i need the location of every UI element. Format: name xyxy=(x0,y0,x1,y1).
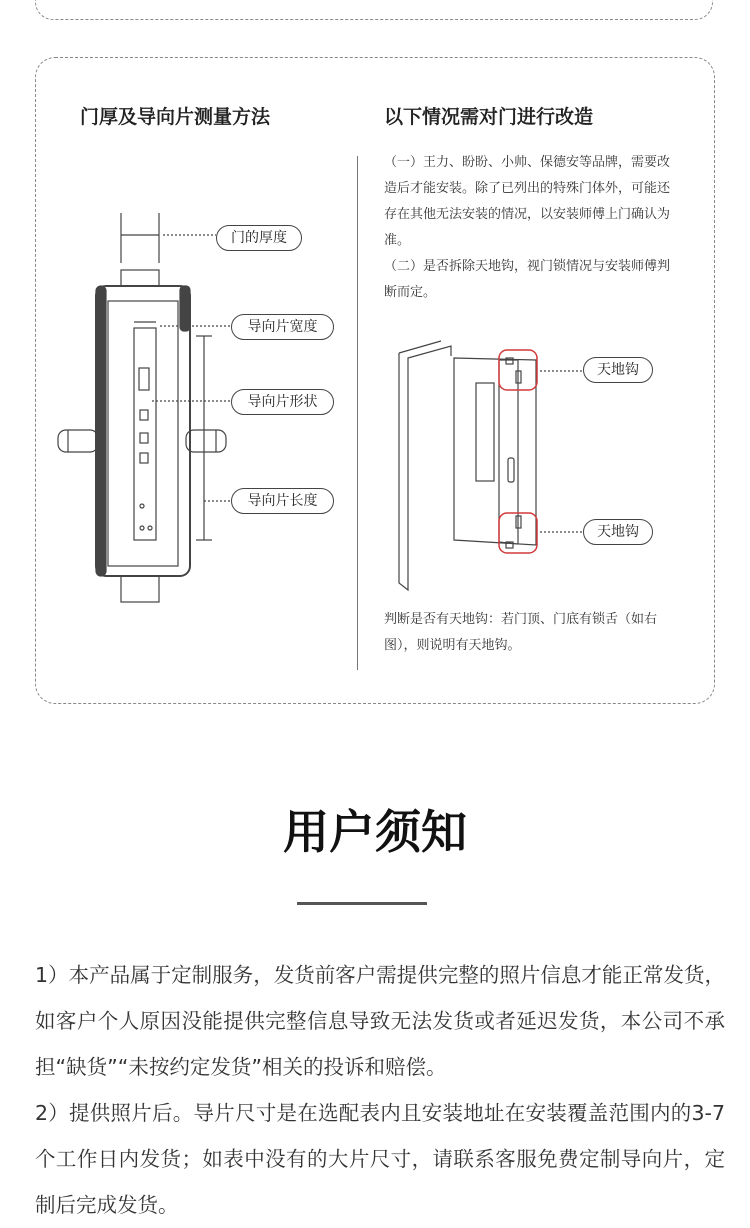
right-heading: 以下情况需对门进行改造 xyxy=(384,106,594,128)
guide-shape-label: 导向片形状 xyxy=(231,389,334,415)
previous-section-box xyxy=(35,0,713,20)
guide-length-label: 导向片长度 xyxy=(231,488,334,514)
top-bolt-label: 天地钩 xyxy=(583,357,653,383)
paragraph-one: （一）王力、盼盼、小帅、保德安等品牌，需要改造后才能安装。除了已列出的特殊门体外，可能还存在其他无法安装的情况，以安装师傅上门确认为准。 xyxy=(384,155,671,248)
bottom-bolt-label: 天地钩 xyxy=(583,519,653,545)
notice-title: 用户须知 xyxy=(283,805,467,859)
notice-list xyxy=(35,952,725,1228)
left-heading: 门厚及导向片测量方法 xyxy=(80,106,271,128)
title-underline xyxy=(297,902,427,905)
paragraph-two: （二）是否拆除天地钩，视门锁情况与安装师傅判断而定。 xyxy=(384,259,671,300)
guide-width-label: 导向片宽度 xyxy=(231,314,334,340)
notice-item-1: 1）本产品属于定制服务，发货前客户需提供完整的照片信息才能正常发货，如客户个人原因没能提供完整信息导致无法发货或者延迟发货，本公司不承担“缺货”“未按约定发货”相关的投诉和赔偿。 xyxy=(35,963,725,1079)
notice-item-2: 2）提供照片后。导片尺寸是在选配表内且安装地址在安装覆盖范围内的3-7个工作日内发货；如表中没有的大片尺寸，请联系客服免费定制导向片，定制后完成发货。 xyxy=(35,1101,725,1217)
judgement-text: 判断是否有天地钩：若门顶、门底有锁舌（如右图），则说明有天地钩。 xyxy=(384,612,658,653)
measurement-panel xyxy=(35,57,715,704)
door-thickness-label: 门的厚度 xyxy=(216,225,302,251)
